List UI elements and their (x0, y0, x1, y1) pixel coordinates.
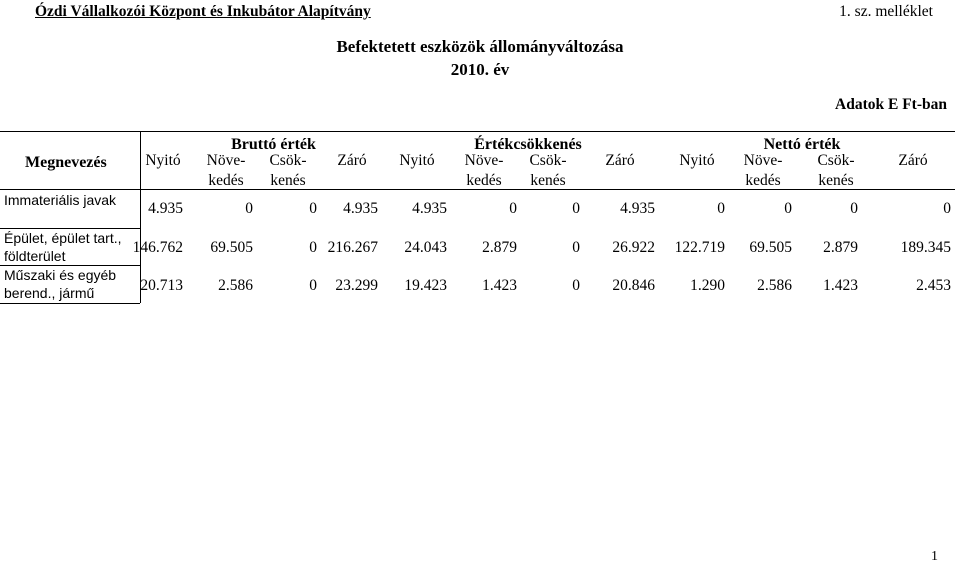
table-cell: 0 (943, 200, 951, 217)
column-header-line: kenés (270, 172, 306, 189)
table-cell: 0 (784, 200, 792, 217)
group-header-ertekcsokkenes: Értékcsökkenés (474, 136, 582, 153)
table-bottom-border (0, 303, 140, 304)
table-cell: 1.290 (690, 277, 725, 294)
table-cell: 0 (245, 200, 253, 217)
table-cell: 0 (850, 200, 858, 217)
table-cell: 0 (572, 239, 580, 256)
column-header-megnevezes: Megnevezés (25, 154, 107, 171)
column-header-ertekcsokkenes-zaro (580, 151, 660, 171)
table-cell: 0 (572, 277, 580, 294)
table-cell: 2.879 (823, 239, 858, 256)
row-label-line: berend., jármű (4, 285, 95, 301)
table-cell: 23.299 (335, 277, 378, 294)
column-header-line: kedés (745, 172, 781, 189)
table-cell: 0 (309, 239, 317, 256)
table-cell: 2.586 (218, 277, 253, 294)
column-header-line: Növe- (464, 152, 504, 169)
column-header-netto-csokkenes (796, 151, 876, 191)
column-header-line: Csök- (817, 152, 855, 169)
row-label-line: Műszaki és egyéb (4, 267, 117, 283)
table-cell: 24.043 (404, 239, 447, 256)
column-header-line: Záró (898, 152, 928, 169)
table-cell: 0 (309, 277, 317, 294)
document-year: 2010. év (450, 60, 510, 79)
table-cell: 19.423 (404, 277, 447, 294)
table-cell: 0 (309, 200, 317, 217)
unit-note: Adatok E Ft-ban (835, 96, 947, 113)
table-cell: 1.423 (823, 277, 858, 294)
table-cell: 2.453 (916, 277, 951, 294)
column-header-netto-zaro (873, 151, 953, 171)
annex-label: 1. sz. melléklet (839, 3, 933, 20)
column-header-line: Növe- (206, 152, 246, 169)
table-cell: 4.935 (412, 200, 447, 217)
table-cell: 2.586 (757, 277, 792, 294)
table-cell: 4.935 (148, 200, 183, 217)
column-header-line: Csök- (529, 152, 567, 169)
table-cell: 146.762 (132, 239, 183, 256)
document-title: Befektetett eszközök állományváltozása (336, 37, 624, 56)
table-cell: 0 (509, 200, 517, 217)
row-label-line: Épület, épület tart., (4, 230, 122, 246)
table-cell: 2.879 (482, 239, 517, 256)
table-cell: 69.505 (749, 239, 792, 256)
table-cell: 0 (572, 200, 580, 217)
column-header-line: kenés (530, 172, 566, 189)
group-header-brutto: Bruttó érték (231, 136, 316, 153)
column-header-ertekcsokkenes-csokkenes (508, 151, 588, 191)
table-cell: 122.719 (674, 239, 725, 256)
table-cell: 69.505 (210, 239, 253, 256)
column-header-line: Nyitó (399, 152, 435, 169)
table-cell: 4.935 (343, 200, 378, 217)
organization-name: Ózdi Vállalkozói Központ és Inkubátor Alapítvány (35, 3, 371, 20)
table-cell: 0 (717, 200, 725, 217)
table-cell: 189.345 (900, 239, 951, 256)
table-cell: 20.713 (140, 277, 183, 294)
column-header-line: Nyitó (679, 152, 715, 169)
column-header-line: Záró (337, 152, 367, 169)
row-label-line: földterület (4, 248, 66, 264)
table-cell: 4.935 (620, 200, 655, 217)
column-header-line: kenés (818, 172, 854, 189)
column-header-line: Csök- (269, 152, 307, 169)
column-header-line: Növe- (743, 152, 783, 169)
table-cell: 1.423 (482, 277, 517, 294)
column-header-line: kedés (466, 172, 502, 189)
page-number: 1 (931, 549, 938, 564)
column-header-netto-novekedes (723, 151, 803, 191)
table-top-border (0, 131, 955, 132)
column-header-line: Záró (605, 152, 635, 169)
row-label-line: Immateriális javak (4, 192, 117, 208)
column-header-line: kedés (208, 172, 244, 189)
group-header-netto: Nettó érték (763, 136, 841, 153)
table-cell: 216.267 (327, 239, 378, 256)
column-header-line: Nyitó (145, 152, 181, 169)
table-cell: 26.922 (612, 239, 655, 256)
table-cell: 20.846 (612, 277, 655, 294)
